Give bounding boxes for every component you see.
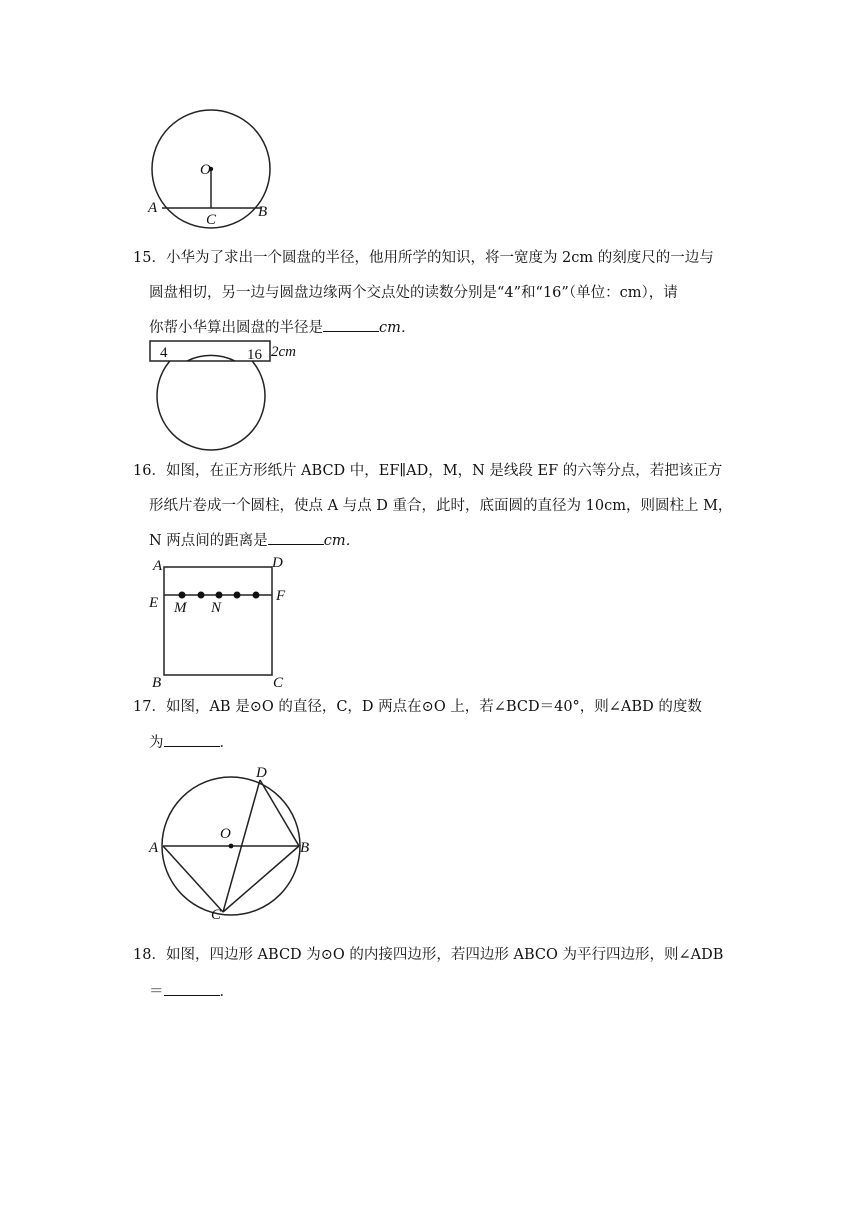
figure-circle-diameter xyxy=(145,762,320,922)
label-n: N xyxy=(211,600,222,616)
unit-text: cm． xyxy=(323,533,361,549)
question-number: 15． xyxy=(133,250,166,266)
question-number: 16． xyxy=(133,463,166,479)
label-d: D xyxy=(272,555,283,571)
label-e: E xyxy=(149,595,159,611)
question-text: ． xyxy=(219,735,234,751)
label-m: M xyxy=(174,600,187,616)
label-b: B xyxy=(300,840,310,856)
question-text: 如图，AB 是⊙O 的直径，C，D 两点在⊙O 上，若∠BCD＝40°，则∠ABD 的度数 xyxy=(165,699,702,715)
label-b: B xyxy=(152,675,162,690)
answer-blank xyxy=(164,981,220,996)
label-a: A xyxy=(153,558,163,574)
answer-blank xyxy=(323,317,379,332)
question-number: 17． xyxy=(133,699,166,715)
label-o: O xyxy=(220,826,231,842)
question-text: 如图，四边形 ABCD 为⊙O 的内接四边形，若四边形 ABCO 为平行四边形，则∠ADB xyxy=(165,947,724,963)
label-a: A xyxy=(149,840,159,856)
question-text: 如图，在正方形纸片 ABCD 中，EF∥AD，M，N 是线段 EF 的六等分点，若把该正方 xyxy=(165,463,723,479)
question-text: ． xyxy=(219,984,234,1000)
ruler-width-label: 2cm xyxy=(271,344,296,360)
figure-circle-chord xyxy=(140,108,290,233)
question-text: 为 xyxy=(149,735,164,751)
question-text: 你帮小华算出圆盘的半径是 xyxy=(149,320,323,336)
answer-blank xyxy=(268,530,324,545)
label-c: C xyxy=(211,907,222,922)
label-d: D xyxy=(256,765,267,781)
label-o: O xyxy=(200,162,211,178)
figure-ruler-circle xyxy=(140,336,315,454)
label-c: C xyxy=(206,212,217,228)
question-text: N 两点间的距离是 xyxy=(149,533,268,549)
question-text: 小华为了求出一个圆盘的半径，他用所学的知识，将一宽度为 2cm 的刻度尺的一边与 xyxy=(165,250,714,266)
question-text: ＝ xyxy=(149,984,164,1000)
label-c: C xyxy=(273,675,284,690)
ruler-reading-left: 4 xyxy=(160,345,168,361)
question-number: 18． xyxy=(133,947,166,963)
figure-square-paper xyxy=(143,555,293,690)
unit-text: cm． xyxy=(379,320,416,336)
question-text: 圆盘相切，另一边与圆盘边缘两个交点处的读数分别是“4”和“16”（单位：cm），请 xyxy=(149,285,678,301)
answer-blank xyxy=(164,732,220,747)
label-a: A xyxy=(148,200,158,216)
question-text: 形纸片卷成一个圆柱，使点 A 与点 D 重合，此时，底面圆的直径为 10cm，则圆柱上 M， xyxy=(149,498,733,514)
label-f: F xyxy=(276,588,286,604)
label-b: B xyxy=(258,204,268,220)
ruler-reading-right: 16 xyxy=(247,347,262,363)
